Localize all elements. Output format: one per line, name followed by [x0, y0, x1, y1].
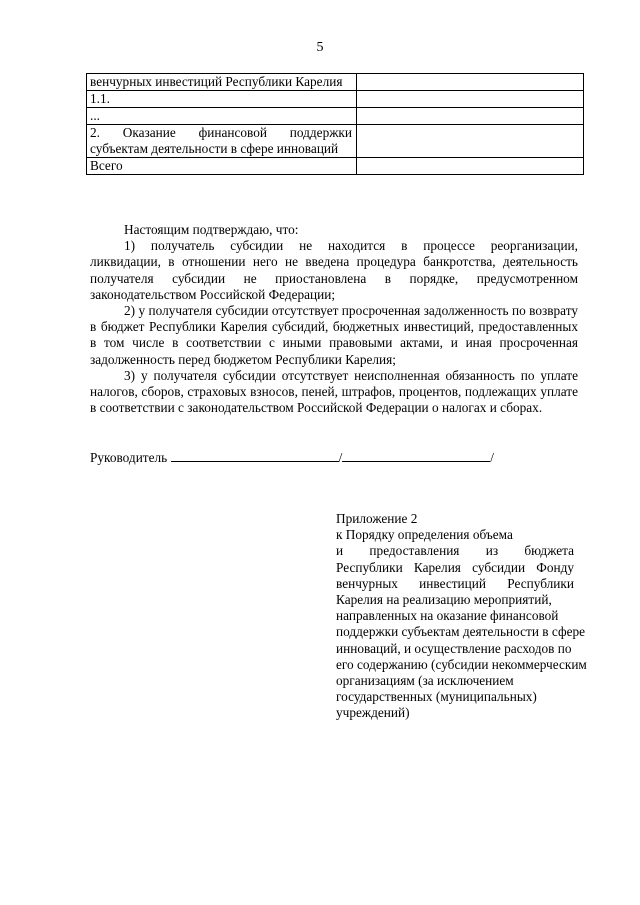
table-row [87, 158, 584, 175]
appendix-line: венчурных инвестиций Республики [336, 575, 574, 591]
signature-line [90, 449, 494, 466]
appendix-line: Республики Карелия субсидии Фонду [336, 559, 574, 575]
table-cell-label: венчурных инвестиций Республики Карелия [87, 74, 357, 91]
table-cell-label: Всего [87, 158, 357, 175]
table-cell-label: 2. Оказание финансовой поддержки субъектам деятельности в сфере инноваций [87, 125, 357, 158]
table-row [87, 74, 584, 91]
name-blank [342, 449, 490, 462]
table-row [87, 108, 584, 125]
signature-separator: / [338, 450, 343, 465]
funding-table [86, 73, 584, 175]
appendix-block [336, 511, 587, 722]
table-row [87, 91, 584, 108]
appendix-line: инноваций, и осуществление расходов по [336, 640, 572, 656]
confirmation-item-1-first-line: 1) получатель субсидии не находится в процессе реорганизации, [124, 238, 578, 254]
table-cell-value [357, 74, 584, 91]
confirmation-item-2: 2) у получателя субсидии отсутствует просроченная задолженность по возврату в бюджет Республики Карелия субсидий, бюджетных инвестиций, предоставленных в том числе в соответствии с иными правовыми актами, и иная просроченная задолженность перед бюджетом Республики Карелия; [90, 303, 578, 367]
appendix-line: его содержанию (субсидии некоммерческим [336, 656, 587, 672]
appendix-line: учреждений) [336, 705, 410, 721]
appendix-line: к Порядку определения объема [336, 527, 513, 543]
confirmation-block [90, 222, 578, 416]
page-number: 5 [316, 40, 324, 55]
confirmation-item-1-continuation: ликвидации, в отношении него не введена процедура банкротства, деятельность получателя субсидии не приостановлена в порядке, предусмотренном законодательством Российской Федерации; [90, 254, 578, 302]
appendix-line: государственных (муниципальных) [336, 689, 537, 705]
appendix-line: поддержки субъектам деятельности в сфере [336, 624, 586, 640]
table-cell-label: ... [87, 108, 357, 125]
appendix-line: направленных на оказание финансовой [336, 608, 559, 624]
table-cell-value [357, 91, 584, 108]
appendix-title: Приложение 2 [336, 511, 418, 526]
table-row [87, 125, 584, 158]
appendix-line: и предоставления из бюджета [336, 543, 574, 559]
table-cell-value [357, 108, 584, 125]
signature-end: / [490, 450, 494, 465]
signature-blank [171, 449, 339, 462]
appendix-line: Карелия на реализацию мероприятий, [336, 592, 552, 608]
table-cell-label: 1.1. [87, 91, 357, 108]
table-cell-value [357, 125, 584, 158]
confirmation-item-3: 3) у получателя субсидии отсутствует неисполненная обязанность по уплате налогов, сборов, страховых взносов, пеней, штрафов, процентов, подлежащих уплате в соответствии с законодательством Российской Федерации о налогах и сборах. [90, 367, 578, 416]
appendix-line: организациям (за исключением [336, 673, 514, 689]
confirmation-intro: Настоящим подтверждаю, что: [124, 222, 299, 237]
table-cell-value [357, 158, 584, 175]
signature-label: Руководитель [90, 450, 168, 465]
